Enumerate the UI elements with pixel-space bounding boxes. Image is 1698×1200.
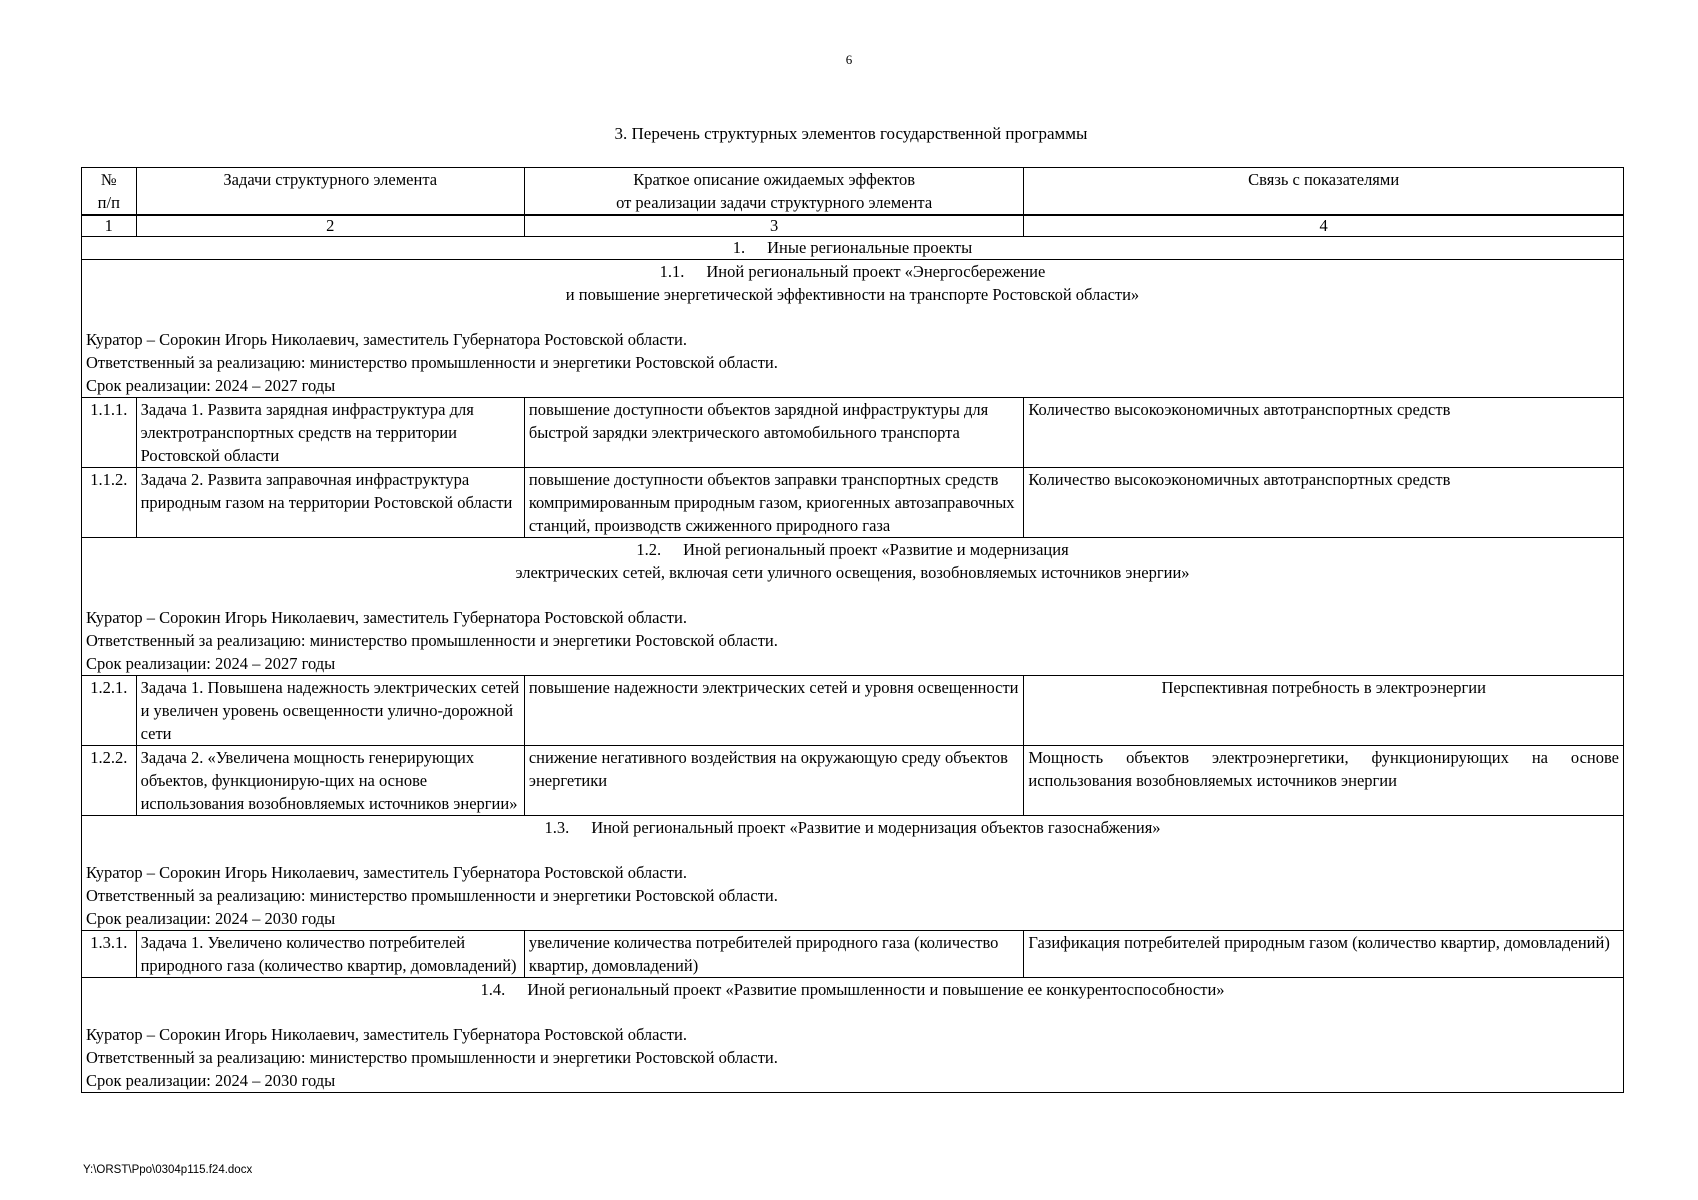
task-text: Задача 2. Развита заправочная инфраструктура природным газом на территории Ростовской области <box>136 468 524 538</box>
project-curator: Куратор – Сорокин Игорь Николаевич, заместитель Губернатора Ростовской области. <box>86 863 687 882</box>
task-indicator: Мощность объектов электроэнергетики, функционирующих на основе использования возобновляемых источников энергии <box>1024 746 1624 816</box>
column-number: 1 <box>82 215 137 237</box>
project-title: 1.2. Иной региональный проект «Развитие и модернизация электрических сетей, включая сети уличного освещения, возобновляемых источников энергии» <box>515 540 1190 582</box>
project-1-3 <box>82 816 1624 931</box>
task-effect: увеличение количества потребителей природного газа (количество квартир, домовладений) <box>524 931 1024 978</box>
header-effects: Краткое описание ожидаемых эффектов от реализации задачи структурного элемента <box>524 168 1024 216</box>
project-term: Срок реализации: 2024 – 2030 годы <box>86 1071 336 1090</box>
column-number-row <box>82 215 1624 237</box>
table-row <box>82 931 1624 978</box>
project-term: Срок реализации: 2024 – 2027 годы <box>86 654 336 673</box>
project-curator: Куратор – Сорокин Игорь Николаевич, заместитель Губернатора Ростовской области. <box>86 330 687 349</box>
section-row <box>82 237 1624 260</box>
task-indicator: Перспективная потребность в электроэнергии <box>1024 676 1624 746</box>
project-responsible: Ответственный за реализацию: министерство промышленности и энергетики Ростовской области. <box>86 353 778 372</box>
column-number: 4 <box>1024 215 1624 237</box>
file-path-footer: Y:\ORST\Ppo\0304p115.f24.docx <box>83 1164 253 1176</box>
header-indicators: Связь с показателями <box>1024 168 1624 216</box>
table-row <box>82 746 1624 816</box>
project-1-4 <box>82 978 1624 1093</box>
project-responsible: Ответственный за реализацию: министерство промышленности и энергетики Ростовской области. <box>86 1048 778 1067</box>
task-effect: повышение доступности объектов зарядной инфраструктуры для быстрой зарядки электрического автомобильного транспорта <box>524 398 1024 468</box>
project-1-2 <box>82 538 1624 676</box>
document-title <box>0 124 1698 144</box>
document-title-text: 3. Перечень структурных элементов государственной программы <box>614 124 1088 143</box>
project-row <box>82 260 1624 398</box>
project-responsible: Ответственный за реализацию: министерство промышленности и энергетики Ростовской области. <box>86 886 778 905</box>
header-tasks: Задачи структурного элемента <box>136 168 524 216</box>
task-effect: повышение надежности электрических сетей и уровня освещенности <box>524 676 1024 746</box>
section-title: 1. Иные региональные проекты <box>82 237 1624 260</box>
column-number: 3 <box>524 215 1024 237</box>
project-term: Срок реализации: 2024 – 2027 годы <box>86 376 336 395</box>
task-text: Задача 1. Увеличено количество потребителей природного газа (количество квартир, домовладений) <box>136 931 524 978</box>
table-row <box>82 398 1624 468</box>
project-curator: Куратор – Сорокин Игорь Николаевич, заместитель Губернатора Ростовской области. <box>86 1025 687 1044</box>
project-curator: Куратор – Сорокин Игорь Николаевич, заместитель Губернатора Ростовской области. <box>86 608 687 627</box>
task-indicator: Газификация потребителей природным газом (количество квартир, домовладений) <box>1024 931 1624 978</box>
table-row <box>82 676 1624 746</box>
task-number: 1.3.1. <box>82 931 137 978</box>
project-responsible: Ответственный за реализацию: министерство промышленности и энергетики Ростовской области. <box>86 631 778 650</box>
project-row <box>82 978 1624 1093</box>
structural-elements-table <box>81 167 1624 1093</box>
project-term: Срок реализации: 2024 – 2030 годы <box>86 909 336 928</box>
task-indicator: Количество высокоэкономичных автотранспортных средств <box>1024 398 1624 468</box>
project-title: 1.1. Иной региональный проект «Энергосбережение и повышение энергетической эффективности на транспорте Ростовской области» <box>565 262 1140 304</box>
task-effect: снижение негативного воздействия на окружающую среду объектов энергетики <box>524 746 1024 816</box>
table-header-row <box>82 168 1624 216</box>
project-row <box>82 816 1624 931</box>
table-row <box>82 468 1624 538</box>
task-indicator: Количество высокоэкономичных автотранспортных средств <box>1024 468 1624 538</box>
project-title: 1.4. Иной региональный проект «Развитие промышленности и повышение ее конкурентоспособности» <box>480 980 1225 999</box>
project-1-1 <box>82 260 1624 398</box>
task-text: Задача 1. Повышена надежность электрических сетей и увеличен уровень освещенности улично-дорожной сети <box>136 676 524 746</box>
project-row <box>82 538 1624 676</box>
column-number: 2 <box>136 215 524 237</box>
task-text: Задача 2. «Увеличена мощность генерирующих объектов, функционирую-щих на основе использования возобновляемых источников энергии» <box>136 746 524 816</box>
project-title: 1.3. Иной региональный проект «Развитие и модернизация объектов газоснабжения» <box>544 818 1161 837</box>
task-number: 1.1.2. <box>82 468 137 538</box>
header-number: № п/п <box>82 168 137 216</box>
task-effect: повышение доступности объектов заправки транспортных средств компримированным природным газом, криогенных автозаправочных станций, производств сжиженного природного газа <box>524 468 1024 538</box>
task-number: 1.1.1. <box>82 398 137 468</box>
task-text: Задача 1. Развита зарядная инфраструктура для электротранспортных средств на территории Ростовской области <box>136 398 524 468</box>
page-number: 6 <box>845 52 853 67</box>
task-number: 1.2.2. <box>82 746 137 816</box>
task-number: 1.2.1. <box>82 676 137 746</box>
